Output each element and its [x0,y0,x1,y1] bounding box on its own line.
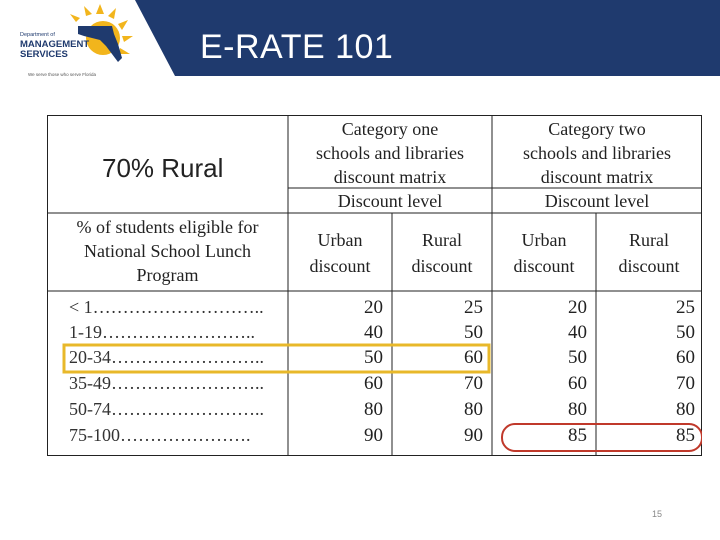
row-label: < 1……………………….. [69,297,264,317]
cat1-header-line3: discount matrix [333,167,447,187]
cat2-header-line1: Category two [548,119,646,139]
cat1-header [288,117,492,189]
cat2-rural-value: 25 [676,297,695,318]
logo-tagline: We serve those who serve Florida [28,72,96,77]
discount-matrix-table [47,115,702,456]
cat2-rural-value: 70 [676,373,695,394]
cat2-header [492,117,702,189]
logo-dept-text: Department of [20,32,55,38]
cat1-discount-level: Discount level [337,191,443,211]
students-header-line3: Program [136,265,199,285]
students-header-line1: % of students eligible for [76,217,259,237]
cat2-rural-value: 80 [676,399,695,420]
cat2-rural-value: 85 [676,425,695,446]
row-label: 50-74…………………….. [69,399,264,419]
cat1-urban-value: 80 [364,399,383,420]
cat2-urban-value: 80 [568,399,587,420]
cat1-rural-line1: Rural [422,230,462,250]
cat1-rural-value: 60 [464,347,483,368]
cat2-rural-line1: Rural [629,230,669,250]
cat2-urban-value: 60 [568,373,587,394]
cat1-urban-value: 20 [364,297,383,318]
cat2-rural-line2: discount [618,256,680,276]
cat2-rural-value: 50 [676,322,695,343]
cat2-header-line3: discount matrix [540,167,654,187]
cat1-urban-value: 90 [364,425,383,446]
cat1-rural-value: 50 [464,322,483,343]
cat1-header-line2: schools and libraries [316,143,464,163]
cat2-rural-header [596,227,702,279]
cat1-rural-value: 25 [464,297,483,318]
cat2-urban-line1: Urban [521,230,567,250]
page-number: 15 [652,509,663,519]
dms-logo [8,4,158,76]
cat1-urban-value: 50 [364,347,383,368]
cat1-rural-header [392,227,492,279]
cat1-rural-value: 90 [464,425,483,446]
cat2-urban-value: 50 [568,347,587,368]
cat1-header-line1: Category one [341,119,439,139]
slide-header [0,0,720,76]
row-label: 20-34…………………….. [69,347,264,367]
cat1-rural-value: 70 [464,373,483,394]
cat2-header-line2: schools and libraries [523,143,671,163]
cat2-urban-header [492,227,596,279]
cat2-urban-value: 85 [568,425,587,446]
row-label: 75-100…………………. [69,425,251,445]
cat1-urban-line1: Urban [317,230,363,250]
corner-label: 70% Rural [102,153,224,183]
cat2-urban-line2: discount [513,256,575,276]
cat1-rural-line2: discount [411,256,473,276]
cat2-rural-value: 60 [676,347,695,368]
cat2-discount-level: Discount level [544,191,650,211]
cat1-urban-value: 40 [364,322,383,343]
logo-name-line1: MANAGEMENT [20,39,90,50]
cat1-rural-value: 80 [464,399,483,420]
students-header [47,215,288,287]
row-label: 35-49…………………….. [69,373,264,393]
slide-title: E-RATE 101 [200,28,394,66]
students-header-line2: National School Lunch [84,241,251,261]
cat1-urban-line2: discount [309,256,371,276]
logo-name-line2: SERVICES [20,49,68,60]
row-label: 1-19…………………….. [69,322,255,342]
cat2-urban-value: 40 [568,322,587,343]
cat1-urban-value: 60 [364,373,383,394]
cat1-urban-header [288,227,392,279]
cat2-urban-value: 20 [568,297,587,318]
logo-name-text [20,40,89,60]
